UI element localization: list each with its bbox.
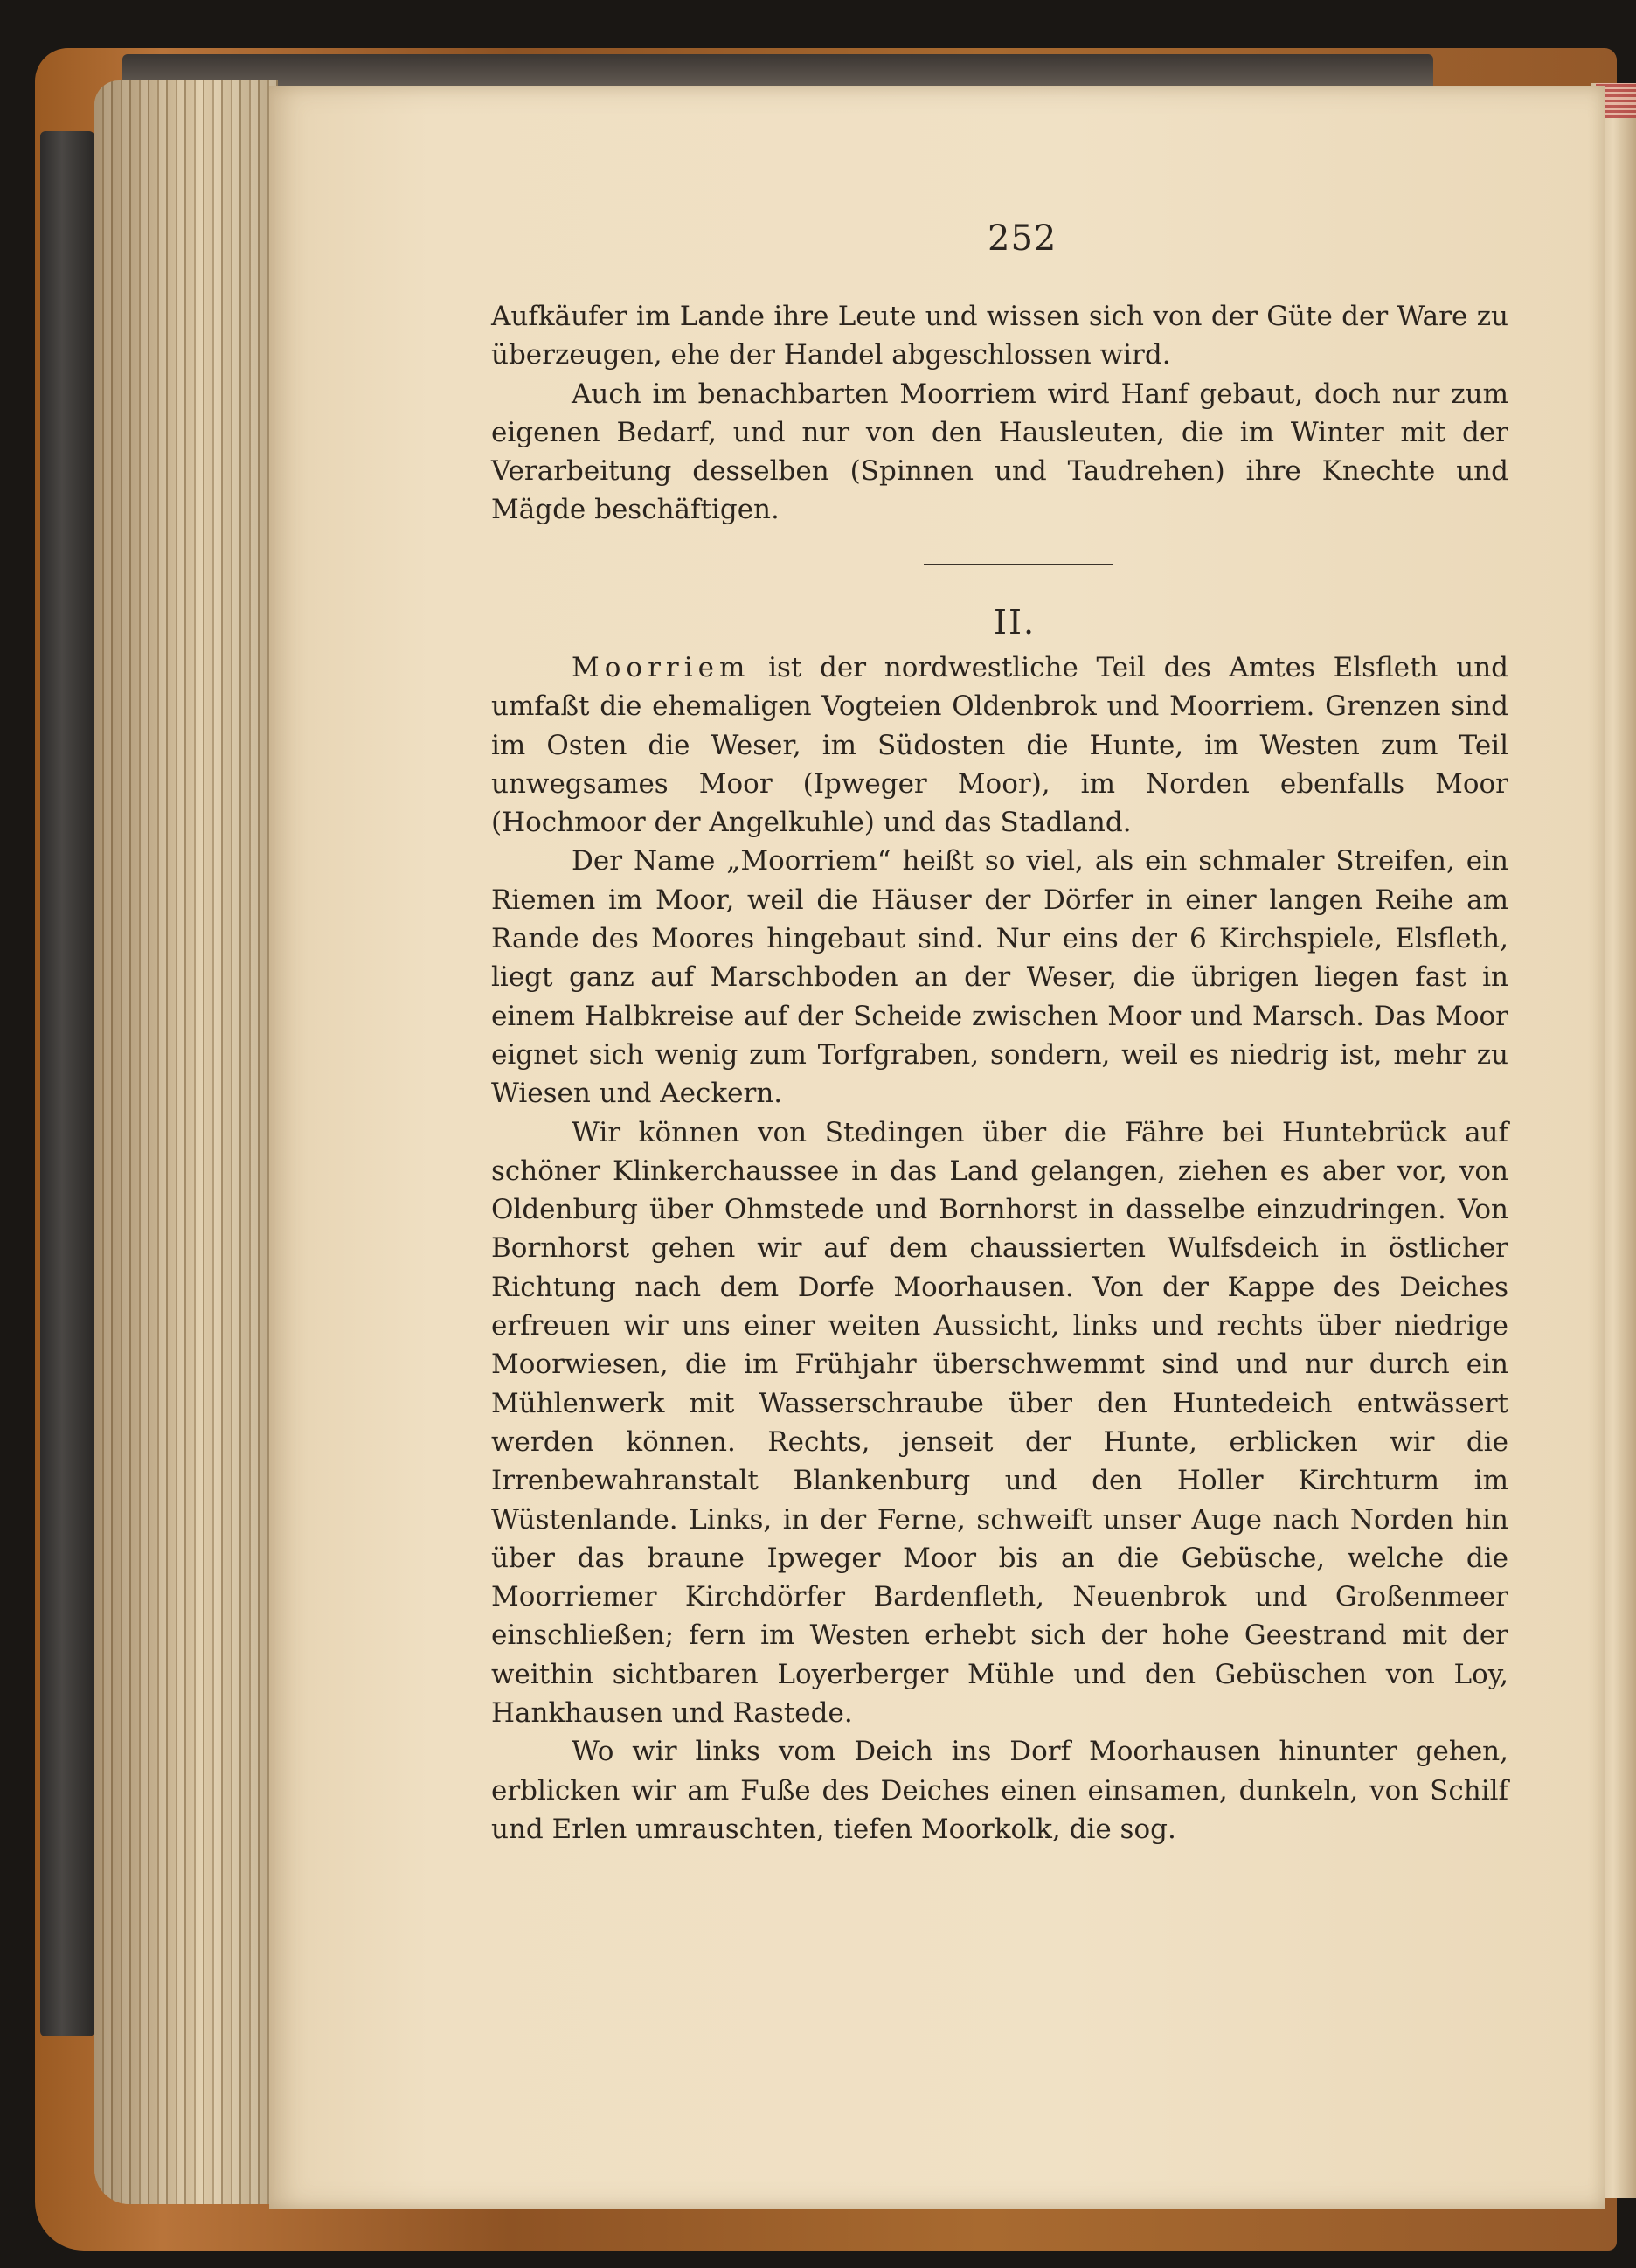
text-block-main [491,648,1508,1848]
text-block-top [491,297,1508,530]
section-lead-word: Moorriem [572,652,751,683]
paragraph: Wo wir links vom Deich ins Dorf Moorhausen hinunter gehen, erblicken wir am Fuße des Deiches einen einsamen, dunkeln, von Schilf und Erlen umrauschten, tiefen Moorkolk, die sog. [491,1736,1508,1845]
book-spine [40,131,94,2036]
page-number: 252 [988,218,1057,259]
section-divider [924,564,1113,565]
paragraph: Wir können von Stedingen über die Fähre bei Huntebrück auf schöner Klinkerchaussee in das Land gelangen, ziehen es aber vor, von Oldenburg über Ohmstede und Bornhorst in dasselbe einzudringen. Von Bornhorst gehen wir auf dem chaussierten Wulfsdeich in östlicher Richtung nach dem Dorfe Moorhausen. Von der Kappe des Deiches erfreuen wir uns einer weiten Aussicht, links und rechts über niedrige Moorwiesen, die im Frühjahr überschwemmt sind und nur durch ein Mühlenwerk mit Wasserschraube über den Huntedeich entwässert werden können. Rechts, jenseit der Hunte, erblicken wir die Irrenbewahranstalt Blankenburg und den Holler Kirchturm im Wüstenlande. Links, in der Ferne, schweift unser Auge nach Norden hin über das braune Ipweger Moor bis an die Gebüsche, welche die Moorriemer Kirchdörfer Bardenfleth, Neuenbrok und Großenmeer einschließen; fern im Westen erhebt sich der hohe Geestrand mit der weithin sichtbaren Loyerberger Mühle und den Gebüschen von Loy, Hankhausen und Rastede. [491,1116,1508,1730]
paragraph: Der Name „Moorriem“ heißt so viel, als ein schmaler Streifen, ein Riemen im Moor, weil die Häuser der Dörfer in einer langen Reihe am Rande des Moores hingebaut sind. Nur eins der 6 Kirchspiele, Elsfleth, liegt ganz auf Marschboden an der Weser, die übrigen liegen fast in einem Halbkreise auf der Scheide zwischen Moor und Marsch. Das Moor eignet sich wenig zum Torfgraben, sondern, weil es niedrig ist, mehr zu Wiesen und Aeckern. [491,845,1508,1110]
section-lead-text: ist der nordwestliche Teil des Amtes Elsfleth und umfaßt die ehemaligen Vogteien Oldenbrok und Moorriem. Grenzen sind im Osten die Weser, im Südosten die Hunte, im Westen zum Teil unwegsames Moor (Ipweger Moor), im Norden ebenfalls Moor (Hochmoor der Angelkuhle) und das Stadland. [491,652,1508,839]
paragraph: Aufkäufer im Lande ihre Leute und wissen sich von der Güte der Ware zu überzeugen, ehe der Handel abgeschlossen wird. [491,301,1508,371]
paragraph [491,648,1508,842]
paragraph: Auch im benachbarten Moorriem wird Hanf gebaut, doch nur zum eigenen Bedarf, und nur von den Hausleuten, die im Winter mit der Verarbeitung desselben (Spinnen und Taudrehen) ihre Knechte und Mägde beschäftigen. [491,378,1508,526]
section-heading: II. [994,603,1036,642]
